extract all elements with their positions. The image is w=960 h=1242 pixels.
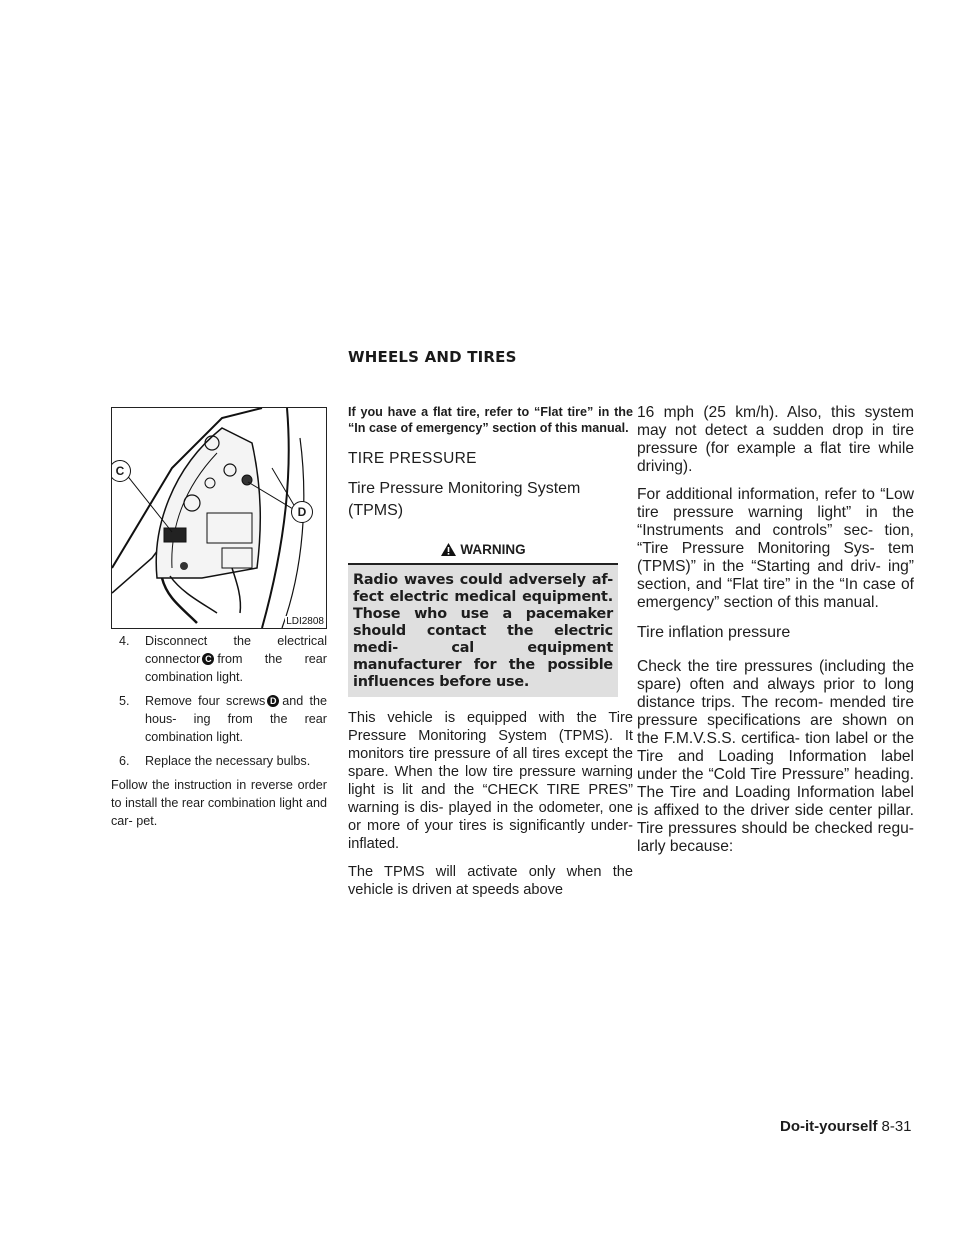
ref-c-badge: C	[202, 653, 214, 665]
column-2	[348, 404, 633, 909]
figure-id: LDI2808	[286, 616, 324, 627]
reassembly-paragraph: Follow the instruction in reverse order to install the rear combination light and car- pet.	[111, 778, 327, 828]
callout-c: C	[111, 460, 131, 482]
warning-triangle-icon	[440, 539, 457, 566]
additional-info-paragraph: For additional information, refer to “Low tire pressure warning light” in the “Instruments and controls” sec- tion, “Tire Pressure Monitoring Sys- tem (TPMS)” in the “Starting and driv- ing” section, and “Flat tire” in the “In case of emergency” section of this manual.	[637, 486, 914, 611]
warning-box	[348, 536, 618, 697]
step-number: 6.	[119, 754, 130, 768]
footer-page-number: 8-31	[881, 1118, 912, 1135]
step-text-cont: from the rear combination light.	[145, 652, 327, 684]
warning-text: Radio waves could adversely af- fect electric medical equipment. Those who use a pacemaker should contact the electric medi- cal equipment manufacturer for the possible influences before use.	[353, 572, 613, 690]
step-number: 4.	[119, 634, 130, 648]
inflation-paragraph: Check the tire pressures (including the spare) often and always prior to long distance trips. The recom- mended tire pressure specifications are shown on the F.M.V.S.S. certifica- tion label or the Tire and Loading Information label under the “Cold Tire Pressure” heading. The Tire and Loading Information label is affixed to the driver side center pillar. Tire pressures should be checked regu- larly because:	[637, 658, 914, 855]
step-6	[111, 752, 327, 770]
flat-tire-note: If you have a flat tire, refer to “Flat tire” in the “In case of emergency” section of this manual.	[348, 405, 633, 435]
section-header: WHEELS AND TIRES	[348, 348, 517, 366]
warning-header	[348, 536, 618, 565]
step-text: Disconnect the electrical connector	[145, 634, 327, 666]
tpms-paragraph-3: 16 mph (25 km/h). Also, this system may not detect a sudden drop in tire pressure (for example a flat tire while driving).	[637, 404, 914, 475]
column-1	[111, 632, 327, 830]
tire-pressure-heading: TIRE PRESSURE	[348, 450, 477, 467]
step-4	[111, 632, 327, 686]
callout-d: D	[291, 501, 313, 523]
step-text: Remove four screws	[145, 694, 266, 708]
warning-title: WARNING	[460, 542, 526, 557]
step-text: Replace the necessary bulbs.	[145, 754, 311, 768]
step-5	[111, 692, 327, 746]
step-text-cont: and the hous- ing from the rear combination light.	[145, 694, 327, 744]
tpms-paragraph-1: This vehicle is equipped with the Tire Pressure Monitoring System (TPMS). It monitors tire pressure of all tires except the spare. When the low tire pressure warning light is lit and the “CHECK TIRE PRES” warning is dis- played in the odometer, one or more of your tires is significantly under- inflated.	[348, 710, 633, 852]
rear-light-figure	[111, 407, 327, 629]
step-number: 5.	[119, 694, 130, 708]
tpms-paragraph-2: The TPMS will activate only when the vehicle is driven at speeds above	[348, 864, 633, 898]
tpms-heading: Tire Pressure Monitoring System (TPMS)	[348, 480, 581, 519]
column-3	[637, 404, 914, 866]
ref-d-badge: D	[267, 695, 279, 707]
footer-section: Do-it-yourself	[780, 1118, 878, 1135]
page-footer	[780, 1118, 912, 1135]
inflation-heading: Tire inflation pressure	[637, 624, 791, 641]
